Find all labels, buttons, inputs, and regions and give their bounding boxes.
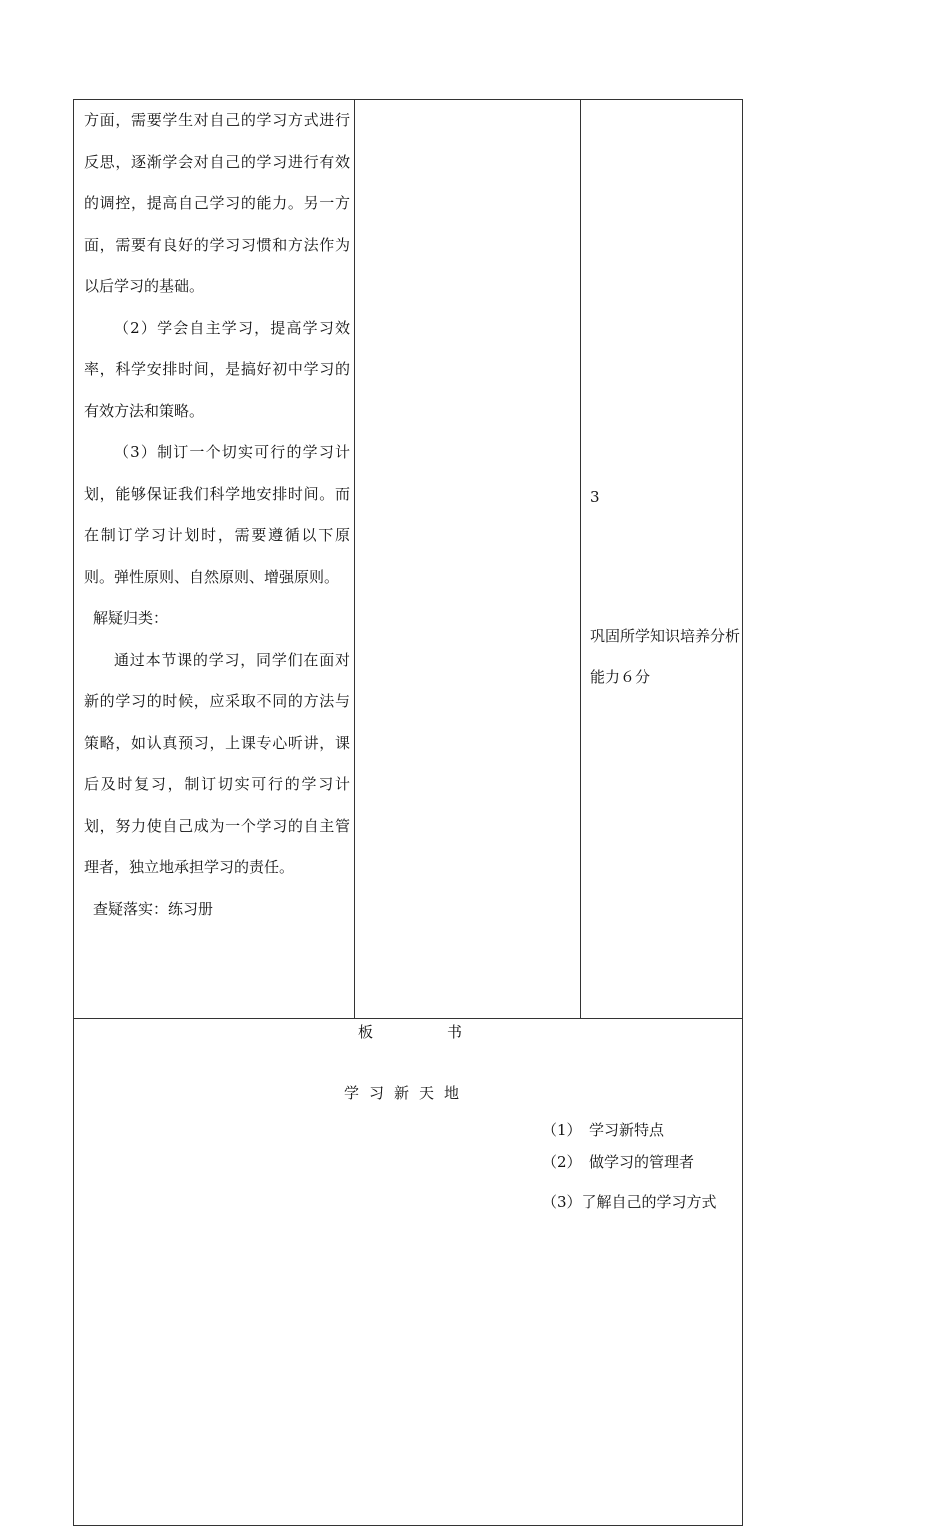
board-subtitle: 学习新天地	[344, 1084, 470, 1102]
paragraph-study-plan: （3）制订一个切实可行的学习计划，能够保证我们科学地安排时间。而在制订学习计划时，需要遵循以下原则。弹性原则、自然原则、增强原则。	[84, 443, 350, 586]
paragraph-self-study: （2）学会自主学习，提高学习效率，科学安排时间，是搞好初中学习的有效方法和策略。	[84, 318, 350, 420]
notes-cell	[581, 100, 743, 1019]
board-item-3: （3）了解自己的学习方式	[542, 1193, 717, 1211]
board-title: 板书	[358, 1023, 537, 1041]
board-item-1: （1） 学习新特点	[542, 1121, 665, 1139]
notes-number: 3	[590, 488, 600, 506]
content-cell	[74, 100, 355, 1019]
board-row	[74, 1019, 743, 1526]
heading-check-practice: 查疑落实：练习册	[93, 899, 214, 918]
paragraph-methods: 方面，需要学生对自己的学习方式进行反思，逐渐学会对自己的学习进行有效的调控，提高自己学习的能力。另一方面，需要有良好的学习习惯和方法作为以后学习的基础。	[84, 111, 350, 295]
heading-resolve-doubts: 解疑归类：	[93, 609, 169, 627]
paragraph-summary: 通过本节课的学习，同学们在面对新的学习的时候，应采取不同的方法与策略，如认真预习，上课专心听讲，课后及时复习，制订切实可行的学习计划，努力使自己成为一个学习的自主管理者，独立地承担学习的责任。	[84, 650, 350, 876]
notes-text: 巩固所学知识培养分析能力６分	[590, 627, 741, 686]
content-text	[84, 100, 350, 930]
content-row	[74, 100, 743, 1019]
lesson-table	[73, 99, 743, 1526]
board-cell	[74, 1019, 743, 1526]
middle-cell	[355, 100, 581, 1019]
board-item-2: （2） 做学习的管理者	[542, 1153, 695, 1171]
